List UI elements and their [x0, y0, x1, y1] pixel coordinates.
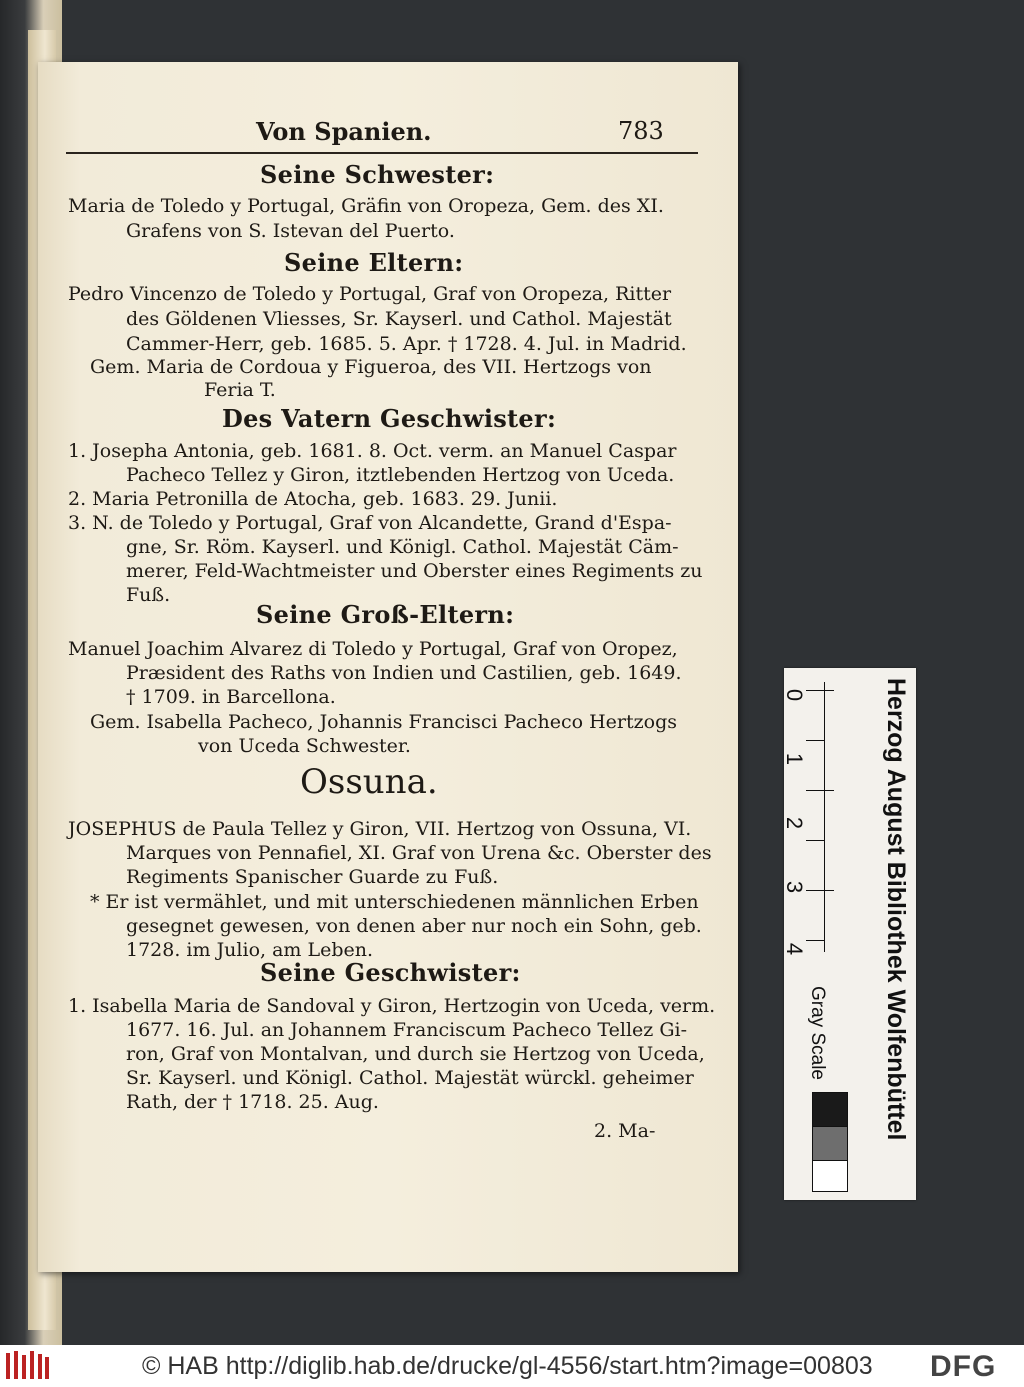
text-line: Grafens von S. Istevan del Puerto. — [126, 220, 455, 242]
scale-number: 4 — [782, 942, 808, 956]
scale-axis — [824, 682, 825, 952]
scale-number: 1 — [782, 752, 808, 766]
gray-swatch-white — [812, 1160, 848, 1192]
text-line: Gem. Maria de Cordoua y Figueroa, des VII. Hertzogs von — [90, 356, 652, 378]
hab-logo-icon — [4, 1349, 50, 1383]
text-line: † 1709. in Barcellona. — [126, 686, 336, 708]
text-line: ron, Graf von Montalvan, und durch sie Hertzog von Uceda, — [126, 1043, 705, 1065]
heading-parents: Seine Eltern: — [284, 248, 464, 277]
scale-number: 2 — [782, 816, 808, 830]
text-line: 1728. im Julio, am Leben. — [126, 939, 374, 961]
text-line: Regiments Spanischer Guarde zu Fuß. — [126, 866, 499, 888]
catchword: 2. Ma- — [594, 1120, 656, 1142]
text-line: Sr. Kayserl. und Königl. Cathol. Majestät würckl. geheimer — [126, 1067, 694, 1089]
text-line: 1677. 16. Jul. an Johannem Franciscum Pacheco Tellez Gi- — [126, 1019, 687, 1041]
institution-name: Herzog August Bibliothek Wolfenbüttel — [882, 678, 910, 1141]
scale-tick — [806, 740, 824, 741]
footer-bar — [0, 1345, 1024, 1387]
scale-tick — [806, 840, 824, 841]
scale-number: 3 — [782, 880, 808, 894]
text-line: merer, Feld-Wachtmeister und Oberster eines Regiments zu — [126, 560, 703, 582]
scale-tick — [806, 940, 824, 941]
text-line: 2. Maria Petronilla de Atocha, geb. 1683. 29. Junii. — [68, 488, 558, 510]
text-line: 1. Josepha Antonia, geb. 1681. 8. Oct. verm. an Manuel Caspar — [68, 440, 677, 462]
text-line: Cammer-Herr, geb. 1685. 5. Apr. † 1728. 4. Jul. in Madrid. — [126, 333, 687, 355]
gray-swatch-mid — [812, 1126, 848, 1162]
heading-sister: Seine Schwester: — [260, 160, 495, 189]
gray-scale-label: Gray Scale — [807, 986, 828, 1080]
text-line: gesegnet gewesen, von denen aber nur noch ein Sohn, geb. — [126, 915, 702, 937]
text-line: Pacheco Tellez y Giron, itztlebenden Hertzog von Uceda. — [126, 464, 675, 486]
heading-grandparents: Seine Groß-Eltern: — [256, 600, 515, 629]
scale-tick — [806, 890, 834, 891]
book-page — [38, 62, 738, 1272]
header-rule — [66, 152, 698, 154]
scale-tick — [806, 690, 834, 691]
color-scale-card — [784, 668, 916, 1200]
text-line: Maria de Toledo y Portugal, Gräfin von Oropeza, Gem. des XI. — [68, 195, 664, 217]
page-number: 783 — [618, 117, 664, 145]
text-line: 1. Isabella Maria de Sandoval y Giron, Hertzogin von Uceda, verm. — [68, 995, 716, 1017]
scale-number: 0 — [782, 688, 808, 702]
text-line: Pedro Vincenzo de Toledo y Portugal, Graf von Oropeza, Ritter — [68, 283, 672, 305]
text-line: Præsident des Raths von Indien und Castilien, geb. 1649. — [126, 662, 682, 684]
scale-tick — [806, 790, 834, 791]
dfg-logo: DFG — [930, 1350, 997, 1383]
text-line: Manuel Joachim Alvarez di Toledo y Portugal, Graf von Oropez, — [68, 638, 678, 660]
footer-credit: © HAB http://diglib.hab.de/drucke/gl-4556/start.htm?image=00803 — [142, 1352, 873, 1380]
text-line: 3. N. de Toledo y Portugal, Graf von Alcandette, Grand d'Espa- — [68, 512, 672, 534]
section-title: Ossuna. — [300, 762, 438, 802]
gray-swatch-black — [812, 1092, 848, 1128]
text-line: Fuß. — [126, 584, 171, 606]
heading-siblings: Seine Geschwister: — [260, 958, 521, 987]
text-line: Marques von Pennafiel, XI. Graf von Urena &c. Oberster des — [126, 842, 712, 864]
text-line: JOSEPHUS de Paula Tellez y Giron, VII. Hertzog von Ossuna, VI. — [68, 818, 692, 840]
text-line: gne, Sr. Röm. Kayserl. und Königl. Cathol. Majestät Cäm- — [126, 536, 679, 558]
text-line: Gem. Isabella Pacheco, Johannis Francisci Pacheco Hertzogs — [90, 711, 677, 733]
text-line: von Uceda Schwester. — [198, 735, 411, 757]
text-line: Rath, der † 1718. 25. Aug. — [126, 1091, 379, 1113]
text-line: Feria T. — [204, 379, 276, 401]
text-line: * Er ist vermählet, und mit unterschiedenen männlichen Erben — [90, 891, 699, 913]
running-title: Von Spanien. — [256, 117, 432, 146]
heading-fathers-siblings: Des Vatern Geschwister: — [222, 404, 557, 433]
text-line: des Göldenen Vliesses, Sr. Kayserl. und Cathol. Majestät — [126, 308, 672, 330]
